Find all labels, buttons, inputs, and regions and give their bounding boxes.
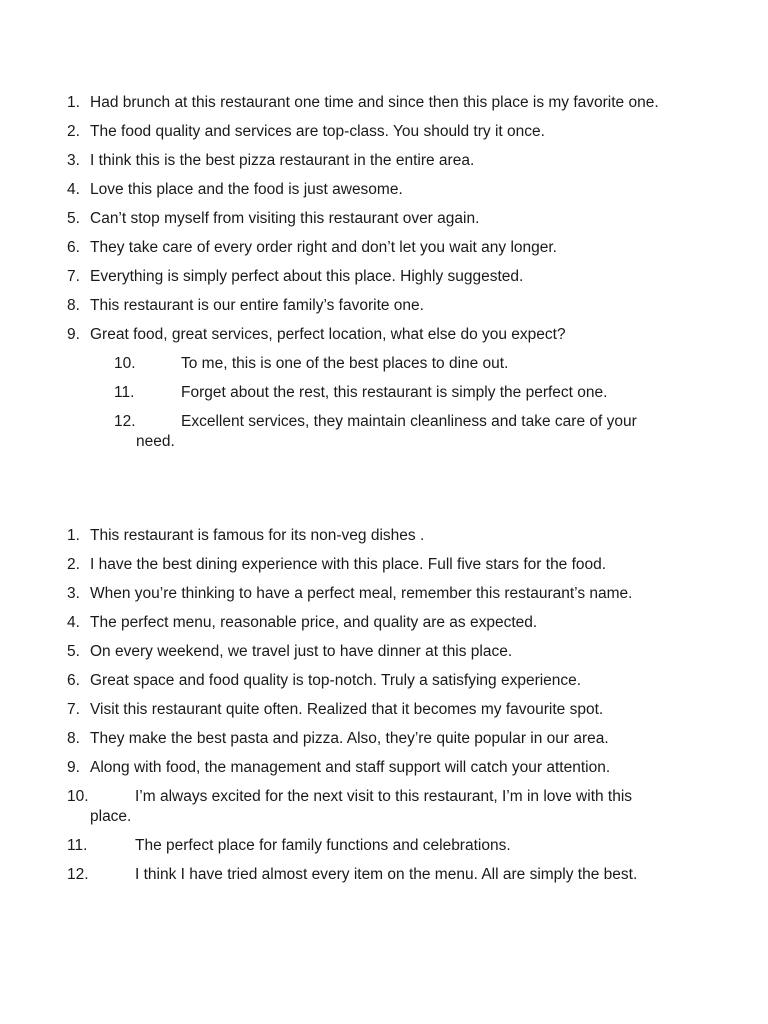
list-item-number: 4. — [67, 614, 80, 631]
list-item-text: When you’re thinking to have a perfect meal, remember this restaurant’s name. — [90, 585, 633, 602]
list-item-number: 7. — [67, 701, 80, 718]
list-item-text: Had brunch at this restaurant one time and since then this place is my favorite one. — [90, 94, 659, 111]
list-item-text: Great food, great services, perfect location, what else do you expect? — [90, 326, 566, 343]
list-item-text: On every weekend, we travel just to have dinner at this place. — [90, 643, 513, 660]
list-item-number: 1. — [67, 527, 80, 544]
list-item — [0, 526, 768, 546]
list-item-number: 2. — [67, 123, 80, 140]
list-item-text: Along with food, the management and staff support will catch your attention. — [90, 759, 611, 776]
list-item — [0, 836, 768, 856]
list-item-number: 9. — [67, 326, 80, 343]
review-list-one — [0, 93, 768, 461]
list-item — [0, 383, 768, 403]
list-item — [0, 238, 768, 258]
list-item-text: Can’t stop myself from visiting this restaurant over again. — [90, 210, 480, 227]
list-item-number: 11. — [114, 384, 135, 401]
list-item-number: 11. — [67, 837, 88, 854]
list-item-text: I’m always excited for the next visit to this restaurant, I’m in love with this place. — [90, 788, 633, 825]
list-item-text: I think I have tried almost every item on the menu. All are simply the best. — [135, 866, 638, 883]
list-item — [0, 354, 768, 374]
list-item — [0, 729, 768, 749]
list-item-text: The food quality and services are top-class. You should try it once. — [90, 123, 545, 140]
list-item-text: Visit this restaurant quite often. Realized that it becomes my favourite spot. — [90, 701, 604, 718]
list-item — [0, 642, 768, 662]
list-item — [0, 267, 768, 287]
list-item-number: 7. — [67, 268, 80, 285]
list-item — [0, 325, 768, 345]
list-item — [0, 700, 768, 720]
list-item — [0, 151, 768, 171]
list-item — [0, 758, 768, 778]
list-item — [0, 865, 768, 885]
list-item — [0, 787, 768, 827]
list-item — [0, 412, 768, 452]
list-item-number: 3. — [67, 152, 80, 169]
list-item — [0, 613, 768, 633]
list-item-text: This restaurant is our entire family’s favorite one. — [90, 297, 424, 314]
review-list-two — [0, 526, 768, 894]
list-item-number: 12. — [114, 413, 136, 430]
list-item — [0, 93, 768, 113]
list-item-number: 5. — [67, 643, 80, 660]
list-item-text: Everything is simply perfect about this place. Highly suggested. — [90, 268, 524, 285]
list-item-number: 3. — [67, 585, 80, 602]
list-item-text: Love this place and the food is just awesome. — [90, 181, 403, 198]
list-item-number: 12. — [67, 866, 89, 883]
list-item-text: The perfect menu, reasonable price, and quality are as expected. — [90, 614, 538, 631]
list-item-text: Great space and food quality is top-notch. Truly a satisfying experience. — [90, 672, 582, 689]
list-item-number: 1. — [67, 94, 80, 111]
list-item — [0, 671, 768, 691]
list-item-number: 6. — [67, 239, 80, 256]
list-item — [0, 555, 768, 575]
list-item-text: To me, this is one of the best places to dine out. — [181, 355, 509, 372]
list-item-text: I think this is the best pizza restaurant in the entire area. — [90, 152, 475, 169]
list-item — [0, 296, 768, 316]
list-item — [0, 209, 768, 229]
list-item-text: They take care of every order right and don’t let you wait any longer. — [90, 239, 557, 256]
list-item-number: 8. — [67, 297, 80, 314]
list-item-text: This restaurant is famous for its non-veg dishes . — [90, 527, 425, 544]
list-item-number: 10. — [114, 355, 136, 372]
list-item-text: Forget about the rest, this restaurant is simply the perfect one. — [181, 384, 608, 401]
list-item-text: The perfect place for family functions and celebrations. — [135, 837, 511, 854]
list-item-number: 6. — [67, 672, 80, 689]
list-item-number: 10. — [67, 788, 89, 805]
list-item-number: 5. — [67, 210, 80, 227]
list-item-text: I have the best dining experience with this place. Full five stars for the food. — [90, 556, 607, 573]
list-item-number: 4. — [67, 181, 80, 198]
list-item-text: They make the best pasta and pizza. Also, they’re quite popular in our area. — [90, 730, 609, 747]
list-item-number: 9. — [67, 759, 80, 776]
list-item-number: 2. — [67, 556, 80, 573]
list-item — [0, 180, 768, 200]
list-item — [0, 584, 768, 604]
list-item-number: 8. — [67, 730, 80, 747]
list-item-text: Excellent services, they maintain cleanliness and take care of your need. — [136, 413, 637, 450]
list-item — [0, 122, 768, 142]
